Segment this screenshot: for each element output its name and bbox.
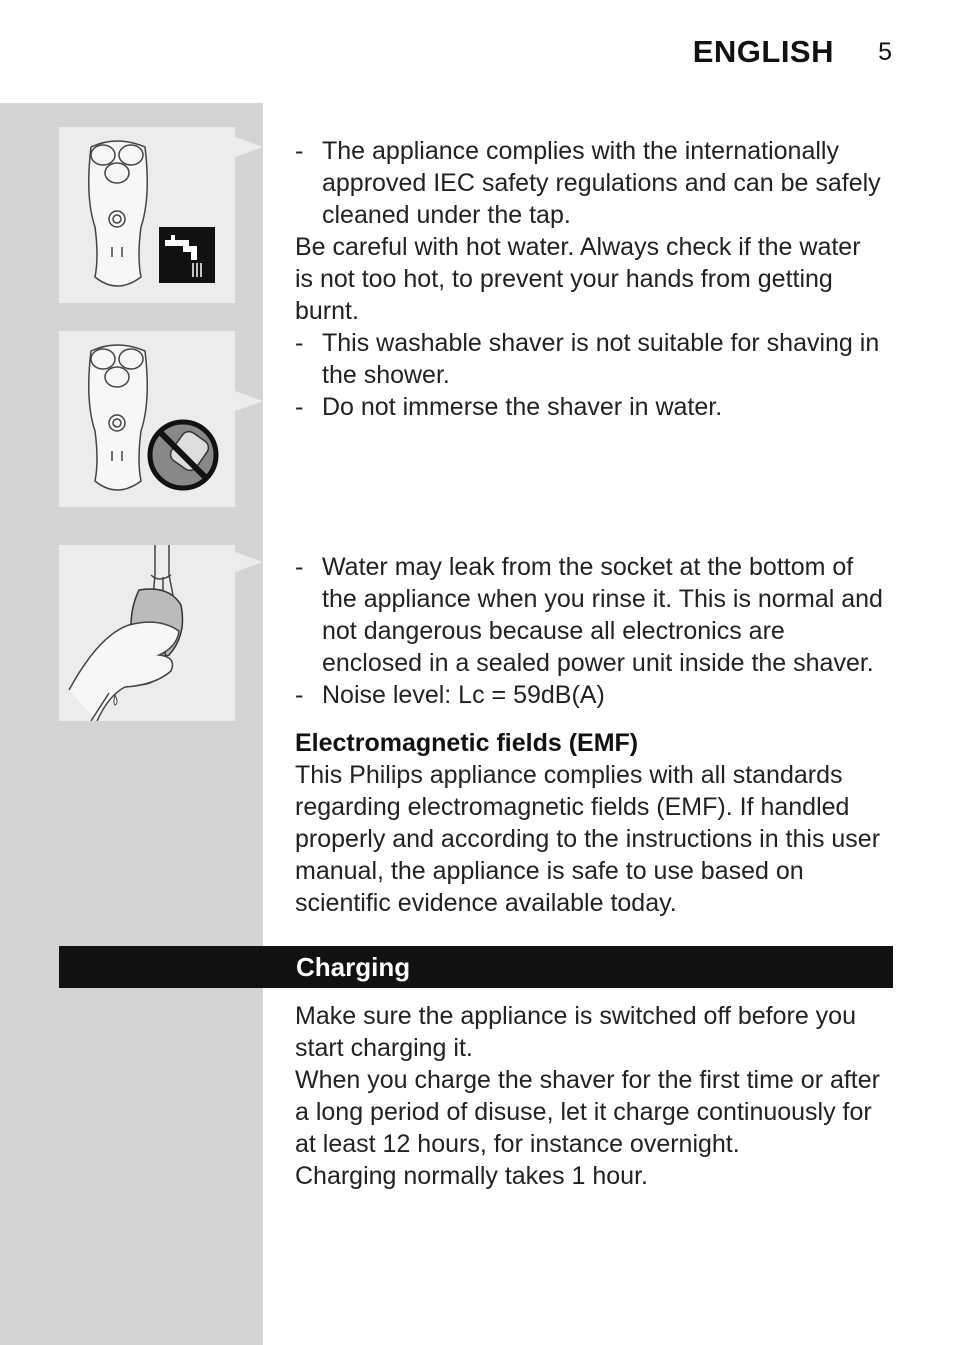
charging-paragraph-3: Charging normally takes 1 hour. bbox=[295, 1162, 648, 1190]
figure-pointer bbox=[235, 552, 263, 572]
list-item: - Water may leak from the socket at the bottom of the appliance when you rinse it. This is normal and not dangerous because all electronics are enclosed in a sealed power unit inside the shaver. bbox=[295, 553, 883, 677]
emf-body: This Philips appliance complies with all standards regarding electromagnetic fields (EMF). If handled properly and according to the instructions in this user manual, the appliance is safe to use based on scientific evidence available today. bbox=[295, 761, 881, 917]
charging-paragraph-1: Make sure the appliance is switched off before you start charging it. bbox=[295, 1002, 856, 1062]
figure-pointer bbox=[235, 137, 263, 157]
safety-section bbox=[295, 135, 885, 423]
charging-heading: Charging bbox=[296, 952, 411, 982]
list-item: - The appliance complies with the internationally approved IEC safety regulations and can be safely cleaned under the tap. bbox=[295, 137, 881, 229]
charging-section bbox=[295, 1000, 885, 1192]
page-number: 5 bbox=[878, 38, 892, 66]
bullet-dash: - bbox=[295, 681, 304, 709]
list-item: - Do not immerse the shaver in water. bbox=[295, 393, 723, 421]
charging-section-bar bbox=[59, 946, 893, 988]
charging-paragraph-2: When you charge the shaver for the first time or after a long period of disuse, let it charge continuously for at least 12 hours, for instance overnight. bbox=[295, 1066, 880, 1158]
rinsing-shaver-hand-icon bbox=[59, 545, 235, 721]
figure-pointer bbox=[235, 391, 263, 411]
list-item: - This washable shaver is not suitable for shaving in the shower. bbox=[295, 329, 880, 389]
emf-heading: Electromagnetic fields (EMF) bbox=[295, 729, 639, 757]
bullet-dash: - bbox=[295, 553, 304, 581]
hot-water-warning: Be careful with hot water. Always check if the water is not too hot, to prevent your hands from getting burnt. bbox=[295, 233, 861, 325]
shaver-no-immersion-icon bbox=[59, 331, 235, 507]
bullet-dash: - bbox=[295, 393, 304, 421]
leak-section bbox=[295, 551, 885, 919]
bullet-dash: - bbox=[295, 329, 304, 357]
list-item: - Noise level: Lc = 59dB(A) bbox=[295, 681, 605, 709]
shaver-under-tap-icon bbox=[59, 127, 235, 303]
bullet-dash: - bbox=[295, 137, 304, 165]
language-header: ENGLISH bbox=[692, 34, 834, 69]
